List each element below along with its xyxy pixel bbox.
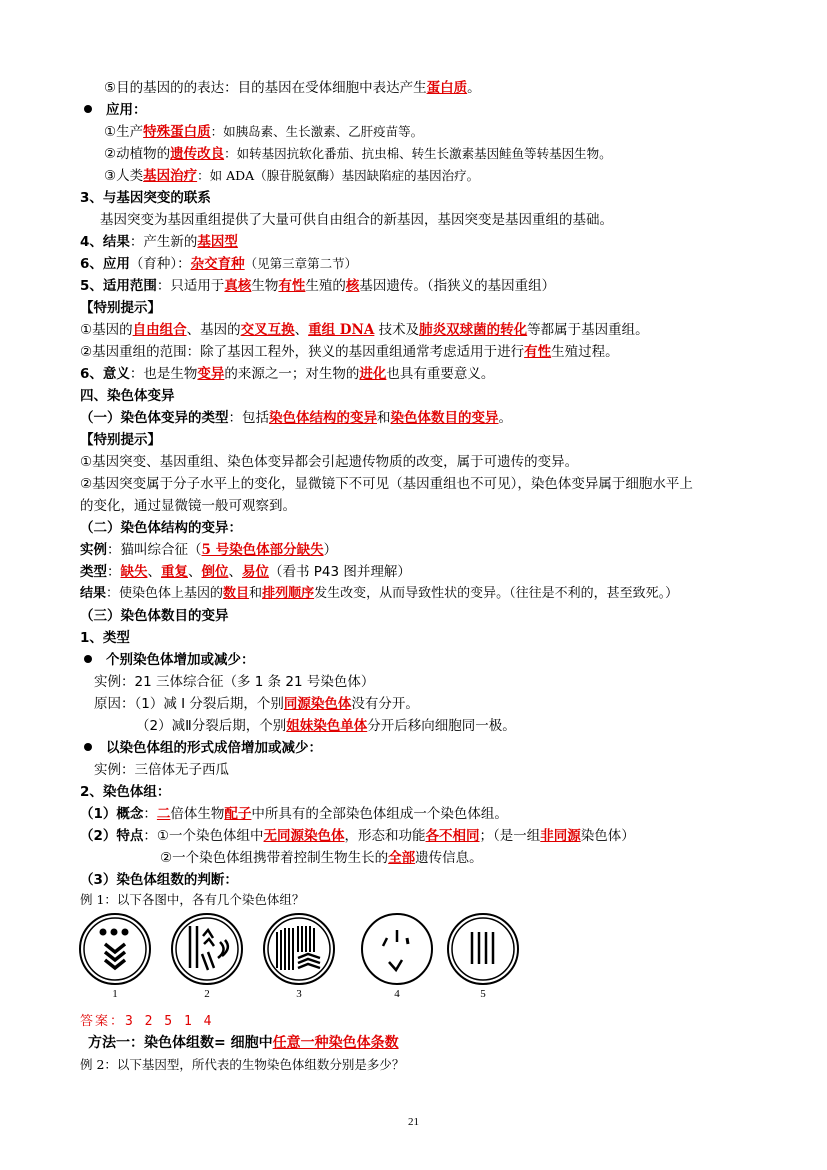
section-heading: 1、类型 xyxy=(80,630,130,646)
text-line: ①基因的自由组合、基因的交叉互换、重组 DNA 技术及肺炎双球菌的转化等都属于基因重组。 xyxy=(80,322,649,338)
tip-heading: 【特别提示】 xyxy=(80,432,161,448)
cell-figure-3 xyxy=(262,912,336,1000)
bullet-icon xyxy=(84,655,92,663)
text-line: ②动植物的遗传改良：如转基因抗软化番茄、抗虫棉、转生长激素基因鲑鱼等转基因生物。 xyxy=(104,146,612,162)
text-line: 原因：（1）减 I 分裂后期，个别同源染色体没有分开。 xyxy=(94,696,419,712)
text-line: ②基因重组的范围：除了基因工程外，狭义的基因重组通常考虑适用于进行有性生殖过程。 xyxy=(80,344,619,360)
text-line: （1）概念：二倍体生物配子中所具有的全部染色体组成一个染色体组。 xyxy=(80,806,508,822)
figure-label: 3 xyxy=(296,988,302,1000)
figure-label: 4 xyxy=(394,988,400,1000)
bullet-heading: 应用： xyxy=(84,100,147,120)
cell-1-drawing xyxy=(78,912,152,986)
text-line: ③人类基因治疗：如 ADA（腺苷脱氨酶）基因缺陷症的基因治疗。 xyxy=(104,168,480,184)
text-line: 实例：21 三体综合征（多 1 条 21 号染色体） xyxy=(94,674,375,690)
text-line: ①基因突变、基因重组、染色体变异都会引起遗传物质的改变，属于可遗传的变异。 xyxy=(80,454,579,470)
text-line: 4、结果：产生新的基因型 xyxy=(80,234,238,250)
text-line: （2）减Ⅱ分裂后期，个别姐妹染色单体分开后移向细胞同一极。 xyxy=(136,718,516,734)
text-line: 5、适用范围：只适用于真核生物有性生殖的核基因遗传。（指狭义的基因重组） xyxy=(80,278,556,294)
text-line: （一）染色体变异的类型：包括染色体结构的变异和染色体数目的变异。 xyxy=(80,410,512,426)
cell-figure-1 xyxy=(78,912,152,1000)
answer-line: 答案：3 2 5 1 4 xyxy=(80,1014,214,1029)
text-line: 6、意义：也是生物变异的来源之一；对生物的进化也具有重要意义。 xyxy=(80,366,495,382)
cell-4-drawing xyxy=(360,912,434,986)
page-number: 21 xyxy=(408,1116,419,1128)
bullet-icon xyxy=(84,743,92,751)
text-line: 的变化，通过显微镜一般可观察到。 xyxy=(80,498,296,514)
figure-label: 2 xyxy=(204,988,210,1000)
section-heading: 3、与基因突变的联系 xyxy=(80,190,211,206)
method-line: 方法一：染色体组数= 细胞中任意一种染色体条数 xyxy=(88,1035,399,1051)
section-heading: 2、染色体组： xyxy=(80,784,171,800)
text-line: ②一个染色体组携带着控制生物生长的全部遗传信息。 xyxy=(160,850,483,866)
text-line: 结果：使染色体上基因的数目和排列顺序发生改变，从而导致性状的变异。（往往是不利的，甚至致死。） xyxy=(80,586,679,601)
subsection-heading: （二）染色体结构的变异： xyxy=(80,520,242,536)
example-question: 例 2：以下基因型，所代表的生物染色体组数分别是多少？ xyxy=(80,1057,405,1072)
text-line: ②基因突变属于分子水平上的变化，显微镜下不可见（基因重组也不可见），染色体变异属于细胞水平上 xyxy=(80,476,693,492)
cell-2-drawing xyxy=(170,912,244,986)
cell-figure-4 xyxy=(360,912,434,1000)
text-line: ⑤目的基因的的表达：目的基因在受体细胞中表达产生蛋白质。 xyxy=(104,80,481,96)
text-line: （2）特点：①一个染色体组中无同源染色体，形态和功能各不相同；（是一组非同源染色体） xyxy=(80,828,635,844)
cell-figure-5 xyxy=(446,912,520,1000)
cell-3-drawing xyxy=(262,912,336,986)
subsection-heading: （三）染色体数目的变异 xyxy=(80,608,229,624)
figure-label: 5 xyxy=(480,988,486,1000)
text-line: 6、应用（育种）：杂交育种（见第三章第二节） xyxy=(80,256,358,272)
tip-heading: 【特别提示】 xyxy=(80,300,161,316)
text-line: 类型：缺失、重复、倒位、易位（看书 P43 图并理解） xyxy=(80,564,411,580)
bullet-heading: 个别染色体增加或减少： xyxy=(84,650,255,670)
cell-figure-2 xyxy=(170,912,244,1000)
text-line: 实例：三倍体无子西瓜 xyxy=(94,762,229,778)
cell-5-drawing xyxy=(446,912,520,986)
figure-label: 1 xyxy=(112,988,118,1000)
text-line: 实例：猫叫综合征（5 号染色体部分缺失） xyxy=(80,542,338,558)
section-heading: 四、染色体变异 xyxy=(80,388,175,404)
subsection-heading: （3）染色体组数的判断： xyxy=(80,872,238,888)
bullet-heading: 以染色体组的形式成倍增加或减少： xyxy=(84,738,322,758)
text-line: ①生产特殊蛋白质：如胰岛素、生长激素、乙肝疫苗等。 xyxy=(104,124,424,140)
example-question: 例 1：以下各图中，各有几个染色体组？ xyxy=(80,892,305,907)
bullet-icon xyxy=(84,105,92,113)
text-line: 基因突变为基因重组提供了大量可供自由组合的新基因，基因突变是基因重组的基础。 xyxy=(100,212,613,228)
